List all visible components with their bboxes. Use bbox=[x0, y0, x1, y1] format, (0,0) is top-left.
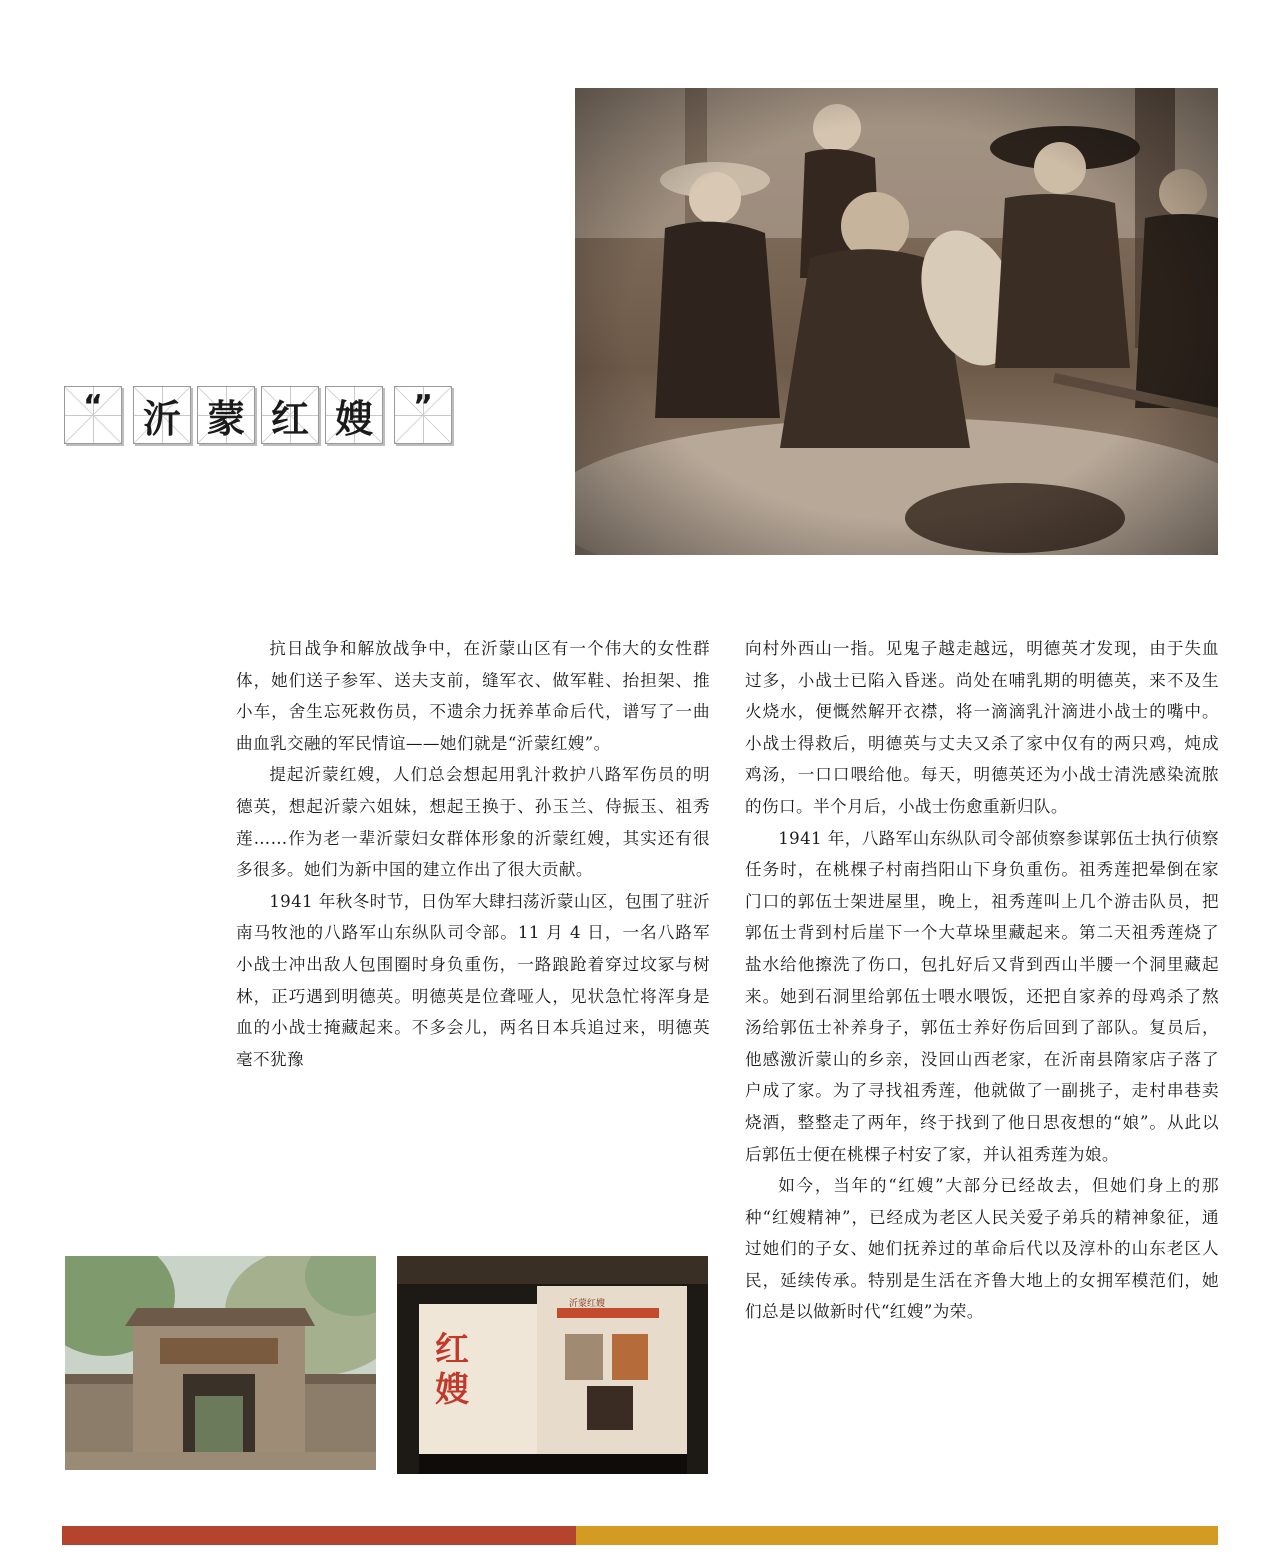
paragraph: 1941 年秋冬时节，日伪军大肆扫荡沂蒙山区，包围了驻沂南马牧池的八路军山东纵队司令部。11 月 4 日，一名八路军小战士冲出敌人包围圈时身负重伤，一路踉跄着穿过坟冢与树林，正巧遇到明德英。明德英是位聋哑人，见状急忙将浑身是血的小战士掩藏起来。不多会儿，两名日本兵追过来，明德英毫不犹豫 bbox=[236, 891, 710, 1069]
title-char-box bbox=[325, 386, 383, 444]
village-gate-graphic bbox=[65, 1256, 376, 1470]
footer-bar-gold bbox=[576, 1526, 1218, 1545]
title-char: 红 bbox=[270, 396, 309, 441]
title-char-box bbox=[197, 386, 255, 444]
paragraph: 抗日战争和解放战争中，在沂蒙山区有一个伟大的女性群体，她们送子参军、送夫支前，缝军衣、做军鞋、抬担架、推小车，舍生忘死救伤员，不遗余力抚养革命后代，谱写了一曲曲血乳交融的军民情谊——她们就是“沂蒙红嫂”。 bbox=[236, 639, 710, 753]
paragraph-continuation: 向村外西山一指。见鬼子越走越远，明德英才发现，由于失血过多，小战士已陷入昏迷。尚处在哺乳期的明德英，来不及生火烧水，便慨然解开衣襟，将一滴滴乳汁滴进小战士的嘴中。小战士得救后，明德英与丈夫又杀了家中仅有的两只鸡，炖成鸡汤，一口口喂给他。每天，明德英还为小战士清洗感染流脓的伤口。半个月后，小战士伤愈重新归队。 bbox=[745, 639, 1219, 816]
paragraph: 1941 年，八路军山东纵队司令部侦察参谋郭伍士执行侦察任务时，在桃棵子村南挡阳山下身负重伤。祖秀莲把晕倒在家门口的郭伍士架进屋里，晚上，祖秀莲叫上几个游击队员，把郭伍士背到村后崖下一个大草垛里藏起来。第二天祖秀莲烧了盐水给他擦洗了伤口，包扎好后又背到西山半腰一个洞里藏起来。她到石洞里给郭伍士喂水喂饭，还把自家养的母鸡杀了熬汤给郭伍士补养身子，郭伍士养好伤后回到了部队。复员后，他感激沂蒙山的乡亲，没回山西老家，在沂南县隋家店子落了户成了家。为了寻找祖秀莲，他就做了一副挑子，走村串巷卖烧酒，整整走了两年，终于找到了他日思夜想的“娘”。从此以后郭伍士便在桃棵子村安了家，并认祖秀莲为娘。 bbox=[745, 828, 1219, 1164]
exhibit-board-heading: 沂蒙红嫂 bbox=[569, 1299, 606, 1309]
title-char-box bbox=[133, 386, 191, 444]
exhibit-red-banner-text: 红嫂 bbox=[435, 1330, 469, 1410]
article-column-right bbox=[745, 633, 1219, 1328]
village-gate-photo bbox=[65, 1256, 376, 1470]
title-char-box bbox=[394, 386, 452, 444]
historic-photo-graphic bbox=[575, 88, 1218, 555]
title-char: “ bbox=[83, 389, 103, 424]
title-char: 沂 bbox=[142, 396, 181, 441]
footer-bar-red bbox=[62, 1526, 576, 1545]
article-title bbox=[64, 386, 454, 448]
title-char-box bbox=[261, 386, 319, 444]
title-char: ” bbox=[413, 389, 433, 424]
title-char: 蒙 bbox=[206, 396, 245, 441]
paragraph: 提起沂蒙红嫂，人们总会想起用乳汁救护八路军伤员的明德英，想起沂蒙六姐妹，想起王换于、孙玉兰、侍振玉、祖秀莲……作为老一辈沂蒙妇女群体形象的沂蒙红嫂，其实还有很多很多。她们为新中国的建立作出了很大贡献。 bbox=[236, 765, 710, 880]
article-column-left bbox=[236, 633, 710, 1075]
paragraph: 如今，当年的“红嫂”大部分已经故去，但她们身上的那种“红嫂精神”，已经成为老区人民关爱子弟兵的精神象征，通过她们的子女、她们抚养过的革命后代以及淳朴的山东老区人民，延续传承。特别是生活在齐鲁大地上的女拥军模范们，她们总是以做新时代“红嫂”为荣。 bbox=[745, 1176, 1219, 1322]
historic-photo-red-sisters bbox=[575, 88, 1218, 555]
title-char: 嫂 bbox=[334, 396, 373, 441]
title-char-box bbox=[64, 386, 122, 444]
exhibition-hall-photo bbox=[397, 1256, 708, 1474]
